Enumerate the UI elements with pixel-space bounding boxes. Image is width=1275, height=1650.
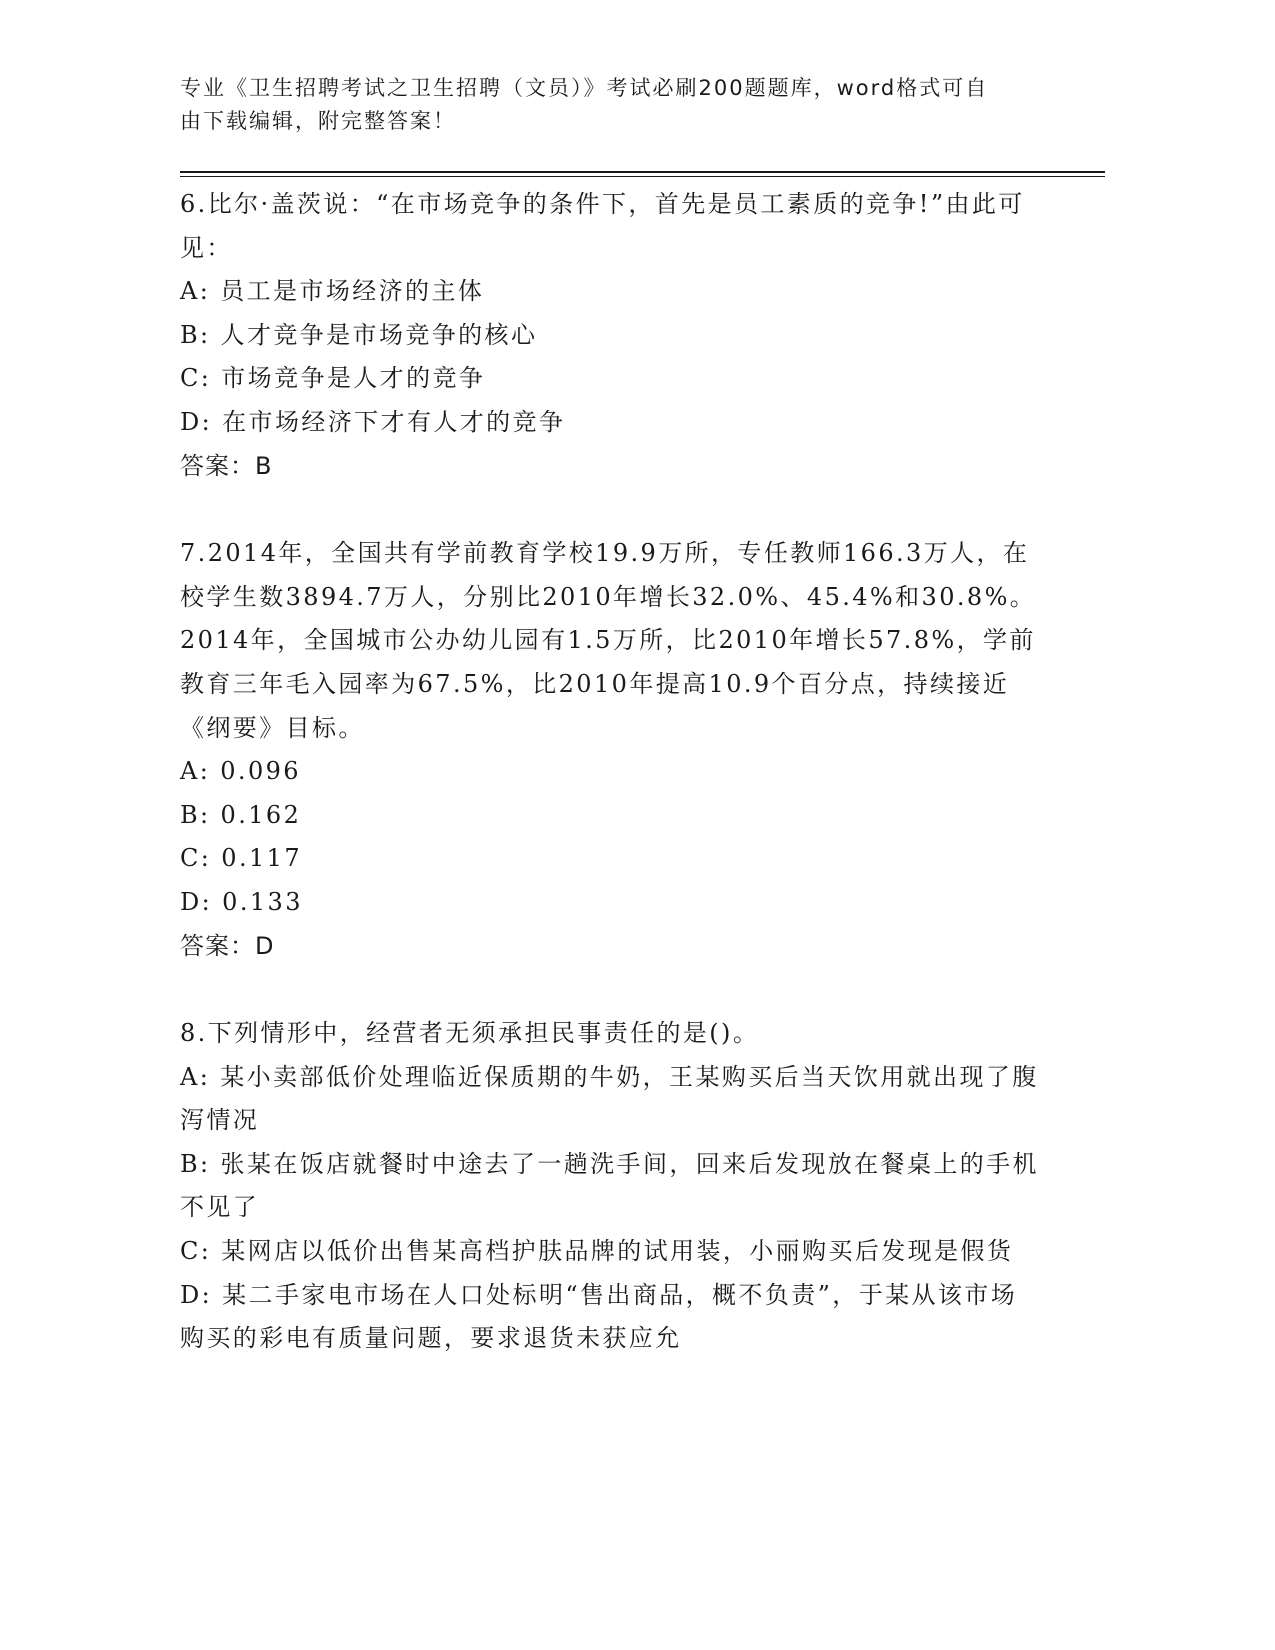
header-rule-thick xyxy=(180,171,1105,173)
option-a: A: 0.096 xyxy=(180,757,301,786)
question-list xyxy=(180,183,1040,1361)
question-stem: 7.2014年，全国共有学前教育学校19.9万所，专任教师166.3万人，在校学生数3894.7万人，分别比2010年增长32.0%、45.4%和30.8%。2014年，全国城市公办幼儿园有1.5万所，比2010年增长57.8%，学前教育三年毛入园率为67.5%，比2010年提高10.9个百分点，持续接近《纲要》目标。 xyxy=(180,539,1037,742)
question-6 xyxy=(180,183,1040,488)
question-stem: 8.下列情形中，经营者无须承担民事责任的是()。 xyxy=(180,1019,760,1048)
question-stem: 6.比尔·盖茨说：“在市场竞争的条件下，首先是员工素质的竞争!”由此可见： xyxy=(180,190,1025,262)
option-c: C: 某网店以低价出售某高档护肤品牌的试用装，小丽购买后发现是假货 xyxy=(180,1237,1014,1266)
option-b: B: 人才竞争是市场竞争的核心 xyxy=(180,320,538,349)
option-b: B: 张某在饭店就餐时中途去了一趟洗手间，回来后发现放在餐桌上的手机不见了 xyxy=(180,1149,1039,1222)
header-rule-thin xyxy=(180,176,1105,177)
option-b: B: 0.162 xyxy=(180,800,302,829)
option-c: C: 市场竞争是人才的竞争 xyxy=(180,364,486,393)
option-d: D: 在市场经济下才有人才的竞争 xyxy=(180,407,566,436)
question-8 xyxy=(180,1012,1040,1361)
option-a: A: 某小卖部低价处理临近保质期的牛奶，王某购买后当天饮用就出现了腹泻情况 xyxy=(180,1062,1039,1135)
header-title-line-1: 专业《卫生招聘考试之卫生招聘（文员）》考试必刷200题题库，word格式可自 xyxy=(180,76,989,100)
option-c: C: 0.117 xyxy=(180,844,302,873)
answer-line: 答案：D xyxy=(180,931,275,960)
question-7 xyxy=(180,532,1040,968)
option-d: D: 0.133 xyxy=(180,887,303,916)
option-a: A: 员工是市场经济的主体 xyxy=(180,277,485,306)
document-header xyxy=(180,72,1040,138)
answer-line: 答案：B xyxy=(180,451,273,480)
header-title-line-2: 由下载编辑，附完整答案！ xyxy=(180,109,456,133)
option-d: D: 某二手家电市场在人口处标明“售出商品，概不负责”，于某从该市场购买的彩电有质量问题，要求退货未获应允 xyxy=(180,1280,1018,1353)
